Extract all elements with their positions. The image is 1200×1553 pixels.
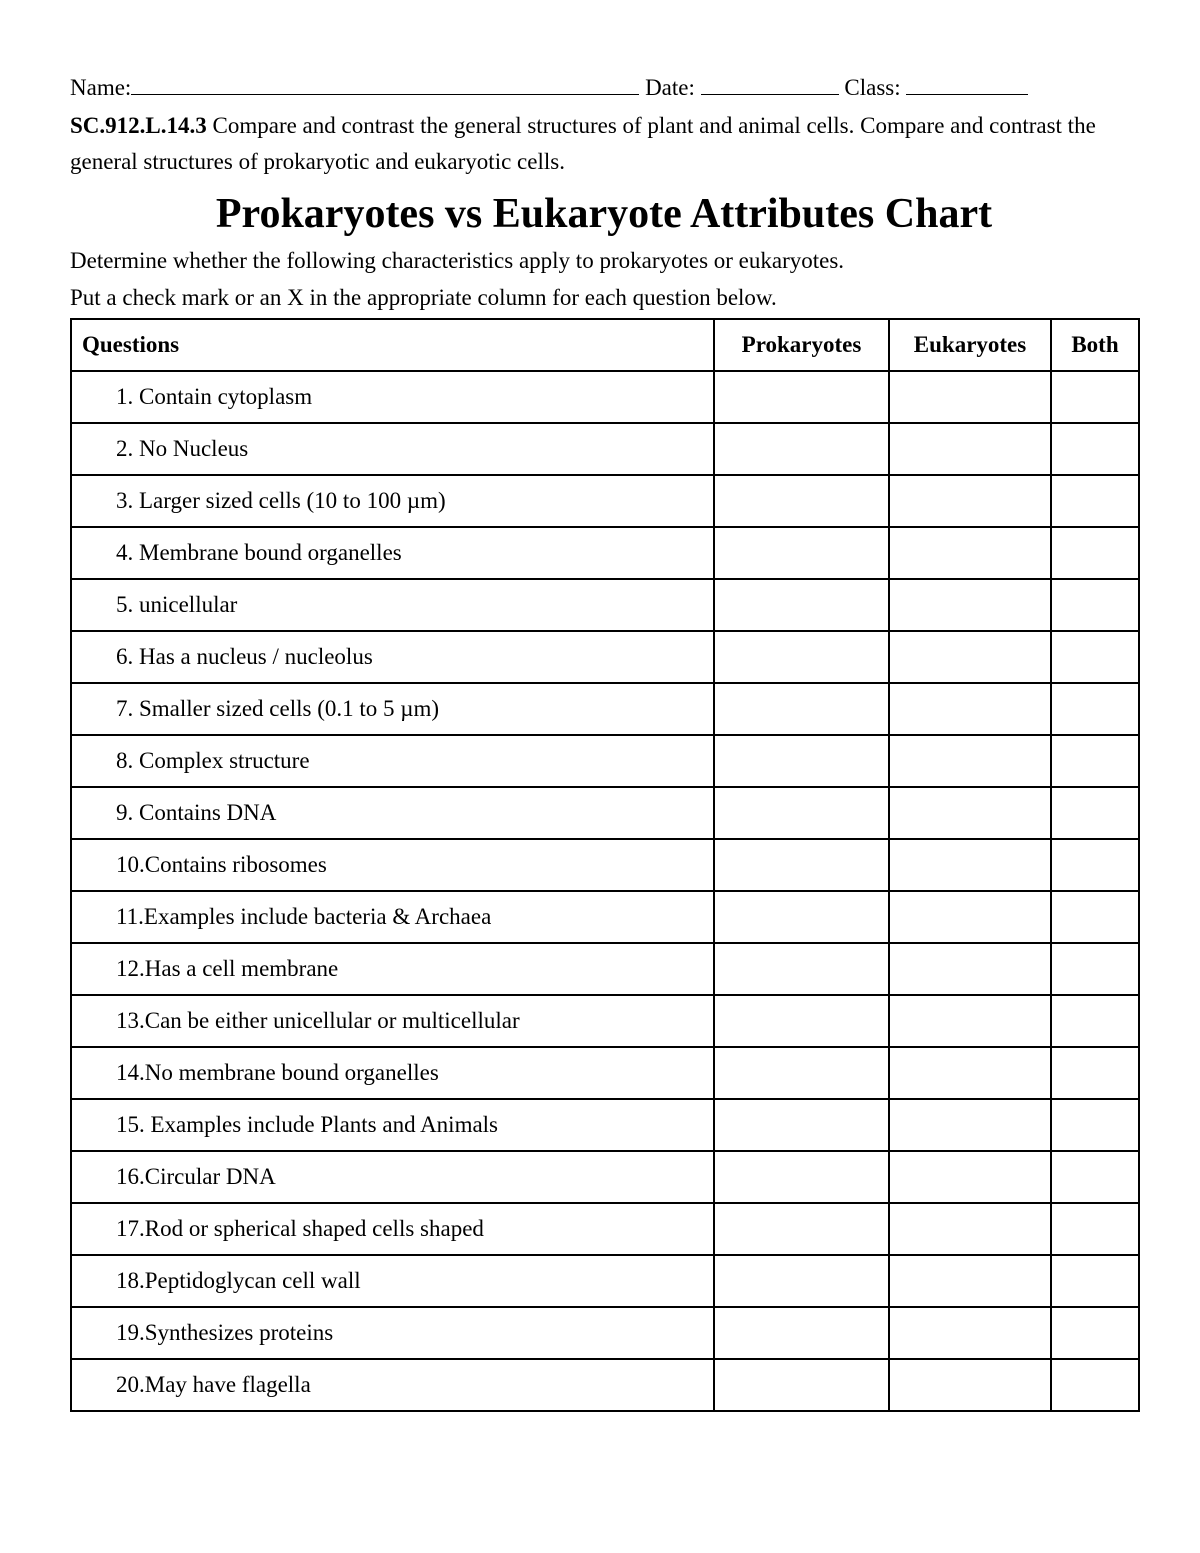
answer-cell-prokaryotes[interactable] [714, 1151, 889, 1203]
answer-cell-both[interactable] [1051, 527, 1139, 579]
question-text: 15. Examples include Plants and Animals [71, 1099, 714, 1151]
table-row [71, 839, 1139, 891]
class-field[interactable] [906, 72, 1028, 95]
answer-cell-both[interactable] [1051, 1047, 1139, 1099]
question-text: 16.Circular DNA [71, 1151, 714, 1203]
standard-code: SC.912.L.14.3 [70, 113, 207, 138]
table-row [71, 371, 1139, 423]
answer-cell-prokaryotes[interactable] [714, 527, 889, 579]
answer-cell-eukaryotes[interactable] [889, 839, 1051, 891]
header-both: Both [1051, 319, 1139, 371]
question-text: 11.Examples include bacteria & Archaea [71, 891, 714, 943]
table-header-row [71, 319, 1139, 371]
answer-cell-prokaryotes[interactable] [714, 839, 889, 891]
table-row [71, 787, 1139, 839]
answer-cell-eukaryotes[interactable] [889, 1151, 1051, 1203]
table-body [71, 371, 1139, 1411]
answer-cell-eukaryotes[interactable] [889, 735, 1051, 787]
answer-cell-both[interactable] [1051, 683, 1139, 735]
question-text: 10.Contains ribosomes [71, 839, 714, 891]
student-info-line [70, 72, 1138, 104]
answer-cell-both[interactable] [1051, 1255, 1139, 1307]
answer-cell-prokaryotes[interactable] [714, 1307, 889, 1359]
answer-cell-eukaryotes[interactable] [889, 1047, 1051, 1099]
answer-cell-eukaryotes[interactable] [889, 891, 1051, 943]
answer-cell-eukaryotes[interactable] [889, 631, 1051, 683]
answer-cell-prokaryotes[interactable] [714, 943, 889, 995]
answer-cell-eukaryotes[interactable] [889, 527, 1051, 579]
answer-cell-both[interactable] [1051, 1307, 1139, 1359]
answer-cell-eukaryotes[interactable] [889, 1255, 1051, 1307]
answer-cell-eukaryotes[interactable] [889, 995, 1051, 1047]
date-field[interactable] [701, 72, 839, 95]
table-row [71, 1099, 1139, 1151]
question-text: 9. Contains DNA [71, 787, 714, 839]
answer-cell-both[interactable] [1051, 423, 1139, 475]
answer-cell-eukaryotes[interactable] [889, 1359, 1051, 1411]
question-text: 2. No Nucleus [71, 423, 714, 475]
answer-cell-both[interactable] [1051, 1151, 1139, 1203]
answer-cell-eukaryotes[interactable] [889, 1307, 1051, 1359]
question-text: 17.Rod or spherical shaped cells shaped [71, 1203, 714, 1255]
question-text: 7. Smaller sized cells (0.1 to 5 µm) [71, 683, 714, 735]
question-text: 6. Has a nucleus / nucleolus [71, 631, 714, 683]
table-row [71, 1255, 1139, 1307]
answer-cell-prokaryotes[interactable] [714, 683, 889, 735]
table-row [71, 423, 1139, 475]
table-row [71, 1203, 1139, 1255]
table-row [71, 735, 1139, 787]
table-row [71, 1359, 1139, 1411]
answer-cell-prokaryotes[interactable] [714, 475, 889, 527]
table-row [71, 1151, 1139, 1203]
answer-cell-eukaryotes[interactable] [889, 1099, 1051, 1151]
question-text: 1. Contain cytoplasm [71, 371, 714, 423]
answer-cell-both[interactable] [1051, 891, 1139, 943]
answer-cell-prokaryotes[interactable] [714, 631, 889, 683]
answer-cell-eukaryotes[interactable] [889, 475, 1051, 527]
answer-cell-eukaryotes[interactable] [889, 579, 1051, 631]
answer-cell-prokaryotes[interactable] [714, 423, 889, 475]
answer-cell-prokaryotes[interactable] [714, 1099, 889, 1151]
question-text: 19.Synthesizes proteins [71, 1307, 714, 1359]
answer-cell-both[interactable] [1051, 1099, 1139, 1151]
question-text: 3. Larger sized cells (10 to 100 µm) [71, 475, 714, 527]
name-label: Name: [70, 75, 132, 100]
worksheet-title: Prokaryotes vs Eukaryote Attributes Chart [215, 191, 993, 237]
answer-cell-both[interactable] [1051, 839, 1139, 891]
answer-cell-prokaryotes[interactable] [714, 891, 889, 943]
table-row [71, 475, 1139, 527]
answer-cell-both[interactable] [1051, 995, 1139, 1047]
header-eukaryotes: Eukaryotes [889, 319, 1051, 371]
answer-cell-eukaryotes[interactable] [889, 423, 1051, 475]
class-label: Class: [844, 75, 901, 100]
answer-cell-eukaryotes[interactable] [889, 371, 1051, 423]
header-prokaryotes: Prokaryotes [714, 319, 889, 371]
question-text: 4. Membrane bound organelles [71, 527, 714, 579]
table-row [71, 943, 1139, 995]
answer-cell-eukaryotes[interactable] [889, 787, 1051, 839]
answer-cell-eukaryotes[interactable] [889, 683, 1051, 735]
question-text: 5. unicellular [71, 579, 714, 631]
question-text: 18.Peptidoglycan cell wall [71, 1255, 714, 1307]
answer-cell-both[interactable] [1051, 1203, 1139, 1255]
answer-cell-prokaryotes[interactable] [714, 1203, 889, 1255]
answer-cell-both[interactable] [1051, 943, 1139, 995]
answer-cell-both[interactable] [1051, 579, 1139, 631]
answer-cell-prokaryotes[interactable] [714, 1359, 889, 1411]
date-label: Date: [645, 75, 695, 100]
answer-cell-prokaryotes[interactable] [714, 735, 889, 787]
table-row [71, 527, 1139, 579]
header-questions: Questions [71, 319, 714, 371]
answer-cell-both[interactable] [1051, 631, 1139, 683]
answer-cell-prokaryotes[interactable] [714, 1255, 889, 1307]
question-text: 14.No membrane bound organelles [71, 1047, 714, 1099]
question-text: 13.Can be either unicellular or multicellular [71, 995, 714, 1047]
table-row [71, 683, 1139, 735]
name-field[interactable] [131, 72, 639, 95]
attributes-table [70, 318, 1140, 1412]
table-row [71, 1307, 1139, 1359]
question-text: 20.May have flagella [71, 1359, 714, 1411]
question-text: 8. Complex structure [71, 735, 714, 787]
answer-cell-eukaryotes[interactable] [889, 1203, 1051, 1255]
standard-statement [70, 108, 1138, 180]
answer-cell-prokaryotes[interactable] [714, 787, 889, 839]
answer-cell-both[interactable] [1051, 475, 1139, 527]
answer-cell-prokaryotes[interactable] [714, 371, 889, 423]
instructions-line-1: Determine whether the following characteristics apply to prokaryotes or eukaryotes. [70, 248, 845, 273]
answer-cell-both[interactable] [1051, 787, 1139, 839]
table-row [71, 995, 1139, 1047]
answer-cell-both[interactable] [1051, 371, 1139, 423]
answer-cell-both[interactable] [1051, 1359, 1139, 1411]
standard-text: Compare and contrast the general structures of plant and animal cells. Compare and contrast the general structures of prokaryotic and eukaryotic cells. [70, 113, 1096, 174]
question-text: 12.Has a cell membrane [71, 943, 714, 995]
table-row [71, 1047, 1139, 1099]
table-row [71, 891, 1139, 943]
worksheet-page [70, 72, 1138, 1412]
answer-cell-prokaryotes[interactable] [714, 995, 889, 1047]
answer-cell-prokaryotes[interactable] [714, 579, 889, 631]
answer-cell-both[interactable] [1051, 735, 1139, 787]
answer-cell-eukaryotes[interactable] [889, 943, 1051, 995]
table-row [71, 631, 1139, 683]
answer-cell-prokaryotes[interactable] [714, 1047, 889, 1099]
table-row [71, 579, 1139, 631]
instructions-line-2: Put a check mark or an X in the appropriate column for each question below. [70, 285, 777, 310]
